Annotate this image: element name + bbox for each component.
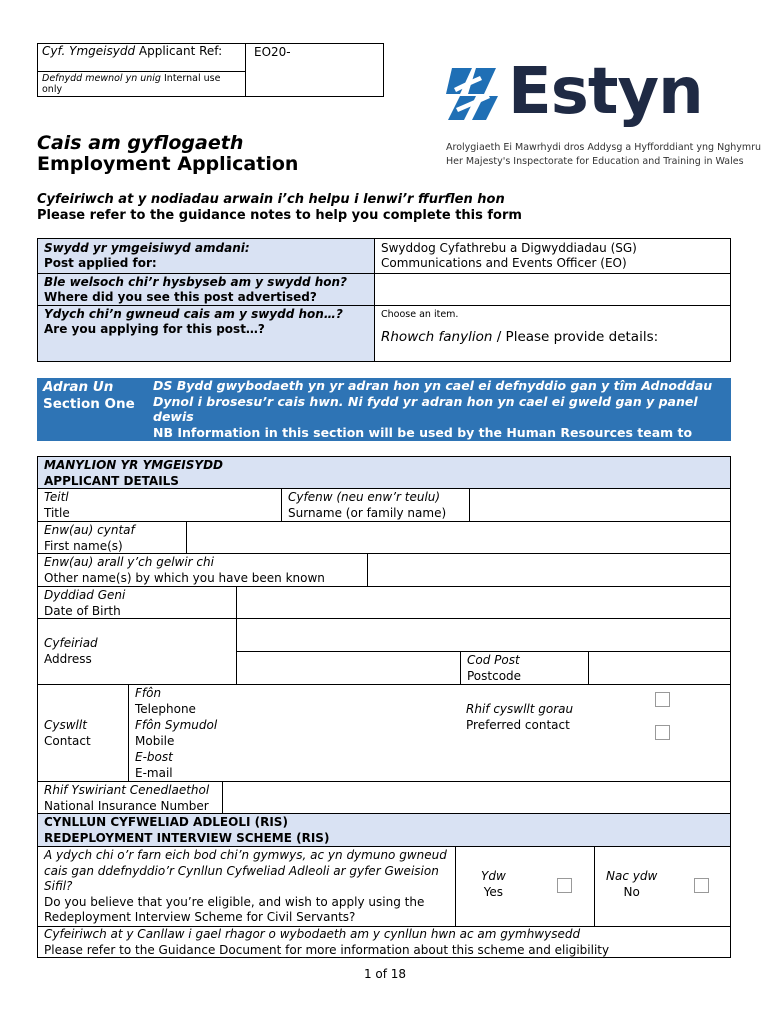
ris-yes-en: Yes	[483, 884, 504, 899]
applying-dropdown[interactable]: Choose an item.	[381, 309, 459, 320]
contact-label	[38, 718, 97, 749]
post-value	[375, 240, 643, 272]
contact-row	[38, 685, 730, 782]
guidance-cy: Cyfeiriwch at y nodiadau arwain i’ch helpu i lenwi’r ffurflen hon	[37, 192, 505, 207]
title-en: Title	[44, 505, 70, 520]
page-title-cy: Cais am gyflogaeth	[37, 132, 244, 154]
postcode-cy: Cod Post	[467, 653, 520, 667]
post-table	[37, 238, 731, 362]
postcode-label	[461, 653, 527, 684]
first-name-label	[38, 523, 141, 554]
section-one-note-cy: DS Bydd gwybodaeth yn yr adran hon yn cael ei defnyddio gan y tîm Adnoddau Dynol i brosesu’r cais hwn. Ni fydd yr adran hon yn cael ei gweld gan y panel dewis	[153, 378, 713, 424]
email-label	[129, 750, 179, 781]
ris-yes-checkbox[interactable]	[557, 878, 572, 893]
address-cy: Cyfeiriad	[44, 636, 98, 650]
surname-en: Surname (or family name)	[288, 505, 447, 520]
dob-en: Date of Birth	[44, 603, 121, 618]
post-applied-en: Post applied for:	[44, 256, 157, 270]
ris-header-row	[38, 814, 730, 847]
phone-cy: Ffôn	[135, 686, 162, 700]
internal-use-cy: Defnydd mewnol yn unig	[42, 73, 161, 84]
ris-refer-row	[38, 927, 730, 958]
other-names-input[interactable]	[368, 554, 730, 586]
advertised-en: Where did you see this post advertised?	[44, 290, 317, 304]
title-surname-row	[38, 489, 730, 522]
ris-no-checkbox[interactable]	[694, 878, 709, 893]
post-value-cy: Swyddog Cyfathrebu a Digwyddiadau (SG)	[381, 241, 637, 255]
ris-header-cy: CYNLLUN CYFWELIAD ADLEOLI (RIS)	[44, 815, 288, 829]
advertised-input[interactable]	[375, 274, 731, 305]
internal-use-cell	[38, 72, 246, 97]
first-name-cy: Enw(au) cyntaf	[44, 523, 135, 537]
other-names-en: Other name(s) by which you have been known	[44, 570, 325, 585]
other-names-cy: Enw(au) arall y’ch gelwir chi	[44, 555, 214, 569]
surname-input[interactable]	[470, 489, 730, 521]
dob-input[interactable]	[237, 587, 730, 618]
mobile-label	[129, 718, 223, 749]
surname-label	[282, 490, 452, 521]
ris-question-en: Do you believe that you’re eligible, and wish to apply using the Redeployment Interview Scheme for Civil Servants?	[44, 894, 425, 924]
section-one-en: Section One	[43, 396, 135, 412]
ris-no-cy: Nac ydw	[606, 869, 658, 883]
title-cy: Teitl	[44, 490, 69, 504]
address-row	[38, 619, 730, 685]
ref-label-en: Applicant Ref:	[138, 44, 223, 58]
contact-en: Contact	[44, 733, 91, 748]
details-sep: /	[492, 329, 506, 345]
ni-input[interactable]	[223, 782, 730, 813]
page-title-en: Employment Application	[37, 153, 299, 175]
ris-yes-cy: Ydw	[481, 869, 506, 883]
details-cy: Rhowch fanylion	[381, 329, 493, 345]
preferred-en: Preferred contact	[466, 717, 570, 732]
preferred-cy: Rhif cyswllt gorau	[466, 702, 574, 716]
ris-refer-en: Please refer to the Guidance Document for more information about this scheme and eligibility	[44, 942, 610, 957]
post-applied-label	[38, 240, 375, 272]
mobile-en: Mobile	[135, 733, 175, 748]
other-names-label	[38, 555, 331, 586]
preferred-phone-checkbox[interactable]	[655, 692, 670, 707]
applicant-header-row	[38, 457, 730, 489]
logo-wordmark: Estyn	[508, 55, 703, 129]
ris-no-en: No	[623, 884, 640, 899]
section-one-note-en: NB Information in this section will be used by the Human Resources team to process this application. This section will not be seen by the selection panel.	[153, 424, 697, 455]
tagline-cy: Arolygiaeth Ei Mawrhydi dros Addysg a Hyfforddiant yng Nghymru	[446, 142, 762, 153]
address-label	[38, 636, 104, 667]
page-number: 1 of 18	[363, 967, 407, 981]
applying-label	[38, 306, 375, 338]
preferred-mobile-checkbox[interactable]	[655, 725, 670, 740]
internal-use-en: Internal use only	[42, 73, 221, 95]
first-name-row	[38, 522, 730, 554]
advertised-cy: Ble welsoch chi’r hysbyseb am y swydd hon?	[44, 275, 348, 289]
ref-number-field[interactable]: EO20-	[254, 45, 291, 59]
ris-no-label	[600, 869, 663, 900]
dob-row	[38, 587, 730, 619]
section-one-banner	[37, 378, 731, 455]
guidance-en: Please refer to the guidance notes to help you complete this form	[37, 208, 522, 223]
ris-question-row	[38, 847, 730, 927]
dob-label	[38, 588, 131, 619]
contact-cy: Cyswllt	[44, 718, 87, 732]
section-one-cy: Adran Un	[43, 379, 114, 395]
section-one-note	[153, 378, 727, 456]
email-cy: E-bost	[135, 750, 173, 764]
ni-row	[38, 782, 730, 814]
post-applied-cy: Swydd yr ymgeisiwyd amdani:	[44, 241, 250, 255]
postcode-input[interactable]	[589, 652, 730, 684]
ni-label	[38, 783, 215, 814]
ref-label-cy: Cyf. Ymgeisydd	[42, 44, 136, 58]
estyn-logo-icon	[446, 68, 504, 120]
surname-cy: Cyfenw (neu enw’r teulu)	[288, 490, 441, 504]
postcode-en: Postcode	[467, 668, 522, 683]
email-en: E-mail	[135, 765, 173, 780]
applicant-header-en: APPLICANT DETAILS	[44, 473, 179, 488]
phone-en: Telephone	[135, 701, 196, 716]
address-en: Address	[44, 651, 92, 666]
ris-header-en: REDEPLOYMENT INTERVIEW SCHEME (RIS)	[44, 830, 330, 845]
advertised-label	[38, 274, 375, 306]
details-en: Please provide details:	[505, 329, 659, 345]
preferred-contact-label	[460, 702, 579, 733]
section-one-label	[43, 379, 135, 413]
ris-refer-cy: Cyfeiriwch at y Canllaw i gael rhagor o wybodaeth am y cynllun hwn ac am gymhwysedd	[44, 927, 581, 941]
applicant-ref-box	[37, 43, 384, 97]
post-value-en: Communications and Events Officer (EO)	[381, 256, 627, 270]
applicant-details-table	[37, 456, 731, 958]
ris-question-cy: A ydych chi o’r farn eich bod chi’n gymwys, ac yn dymuno gwneud cais gan ddefnyddio’r Cynllun Cyfweliad Adleoli ar gyfer Gweision Sifil?	[44, 848, 447, 893]
ris-yes-label	[475, 869, 512, 900]
other-names-row	[38, 554, 730, 587]
first-name-input[interactable]	[187, 522, 730, 553]
applying-cy: Ydych chi’n gwneud cais am y swydd hon…?	[44, 307, 343, 321]
details-prompt[interactable]	[375, 329, 664, 346]
tagline-en: Her Majesty's Inspectorate for Education and Training in Wales	[446, 156, 744, 167]
phone-label	[129, 686, 202, 717]
ni-en: National Insurance Number	[44, 798, 209, 813]
dob-cy: Dyddiad Geni	[44, 588, 126, 602]
mobile-cy: Ffôn Symudol	[135, 718, 218, 732]
ni-cy: Rhif Yswiriant Cenedlaethol	[44, 783, 210, 797]
ris-question	[38, 848, 458, 926]
ref-label-cell	[38, 44, 246, 72]
applicant-header-cy: MANYLION YR YMGEISYDD	[44, 458, 223, 472]
title-label	[38, 490, 76, 521]
applying-en: Are you applying for this post…?	[44, 322, 265, 336]
first-name-en: First name(s)	[44, 538, 123, 553]
